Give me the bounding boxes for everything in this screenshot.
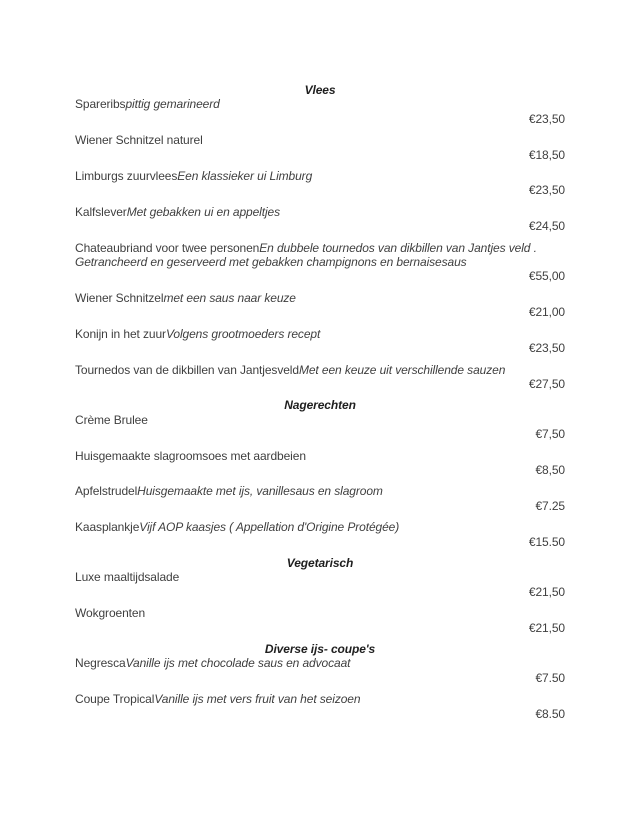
item-name: Apfelstrudel bbox=[75, 484, 138, 499]
item-description: met een saus naar keuze bbox=[163, 290, 296, 305]
item-price: €7,50 bbox=[535, 427, 565, 442]
item-name: Wiener Schnitzel naturel bbox=[75, 133, 203, 148]
menu-item bbox=[75, 520, 565, 549]
menu-item bbox=[75, 205, 565, 234]
item-name: Kalfslever bbox=[75, 204, 127, 219]
item-price: €21,50 bbox=[528, 620, 565, 635]
item-line bbox=[75, 241, 565, 270]
item-name: Huisgemaakte slagroomsoes met aardbeien bbox=[75, 448, 306, 463]
item-line bbox=[75, 413, 565, 427]
section-title: Vegetarisch bbox=[286, 555, 354, 570]
section-title: Vlees bbox=[304, 83, 336, 97]
menu-item bbox=[75, 484, 565, 513]
item-description: Een klassieker ui Limburg bbox=[177, 169, 313, 184]
item-price: €23,50 bbox=[528, 183, 565, 198]
menu-item bbox=[75, 327, 565, 356]
item-price: €21,50 bbox=[528, 584, 565, 599]
item-description: Vanille ijs met vers fruit van het seizoen bbox=[154, 692, 361, 707]
item-description: Vanille ijs met chocolade saus en advocaat bbox=[125, 656, 351, 671]
menu-item bbox=[75, 291, 565, 320]
item-description: Huisgemaakte met ijs, vanillesaus en slagroom bbox=[137, 484, 383, 499]
item-price: €24,50 bbox=[528, 219, 565, 234]
item-line bbox=[75, 169, 565, 183]
menu-section-nagerechten bbox=[75, 398, 565, 549]
menu-section-vegetarisch bbox=[75, 556, 565, 635]
item-price: €18,50 bbox=[528, 147, 565, 162]
menu-item bbox=[75, 449, 565, 478]
item-line bbox=[75, 606, 565, 620]
item-name: Kaasplankje bbox=[75, 520, 140, 535]
item-line bbox=[75, 692, 565, 706]
item-description: Met gebakken ui en appeltjes bbox=[126, 204, 281, 219]
menu-item bbox=[75, 606, 565, 635]
item-name: Wokgroenten bbox=[75, 606, 146, 621]
item-line bbox=[75, 97, 565, 111]
menu-section-vlees bbox=[75, 83, 565, 391]
item-name: Limburgs zuurvlees bbox=[75, 169, 178, 184]
item-name: Chateaubriand voor twee personen bbox=[75, 240, 260, 255]
menu-item bbox=[75, 241, 565, 284]
item-name: Negresca bbox=[75, 656, 126, 671]
item-price: €23,50 bbox=[528, 341, 565, 356]
item-line bbox=[75, 570, 565, 584]
item-name: Luxe maaltijdsalade bbox=[75, 570, 180, 585]
item-description: Volgens grootmoeders recept bbox=[165, 326, 321, 341]
menu-section-ijs-coupes bbox=[75, 642, 565, 721]
menu-item bbox=[75, 570, 565, 599]
item-line bbox=[75, 291, 565, 305]
item-description: pittig gemarineerd bbox=[125, 97, 220, 112]
menu-item bbox=[75, 656, 565, 685]
item-name: Konijn in het zuur bbox=[75, 326, 166, 341]
item-price: €55,00 bbox=[528, 269, 565, 284]
item-line bbox=[75, 363, 565, 377]
item-description: En dubbele tournedos van dikbillen van Jantjes veld . Getrancheerd en geserveerd met gebakken champignons en bernaisesaus bbox=[75, 240, 537, 270]
item-name: Crème Brulee bbox=[75, 412, 148, 427]
item-description: Met een keuze uit verschillende sauzen bbox=[298, 362, 506, 377]
item-price: €27,50 bbox=[528, 376, 565, 391]
item-price: €7.25 bbox=[535, 498, 565, 513]
item-price: €15.50 bbox=[528, 534, 565, 549]
section-title: Nagerechten bbox=[284, 398, 356, 413]
item-name: Spareribs bbox=[75, 97, 126, 112]
item-line bbox=[75, 449, 565, 463]
menu-item bbox=[75, 169, 565, 198]
item-name: Wiener Schnitzel bbox=[75, 290, 164, 305]
item-name: Coupe Tropical bbox=[75, 692, 155, 707]
item-price: €21,00 bbox=[528, 305, 565, 320]
item-price: €8,50 bbox=[535, 462, 565, 477]
menu-item bbox=[75, 363, 565, 392]
item-line bbox=[75, 133, 565, 147]
item-name: Tournedos van de dikbillen van Jantjesveld bbox=[75, 362, 299, 377]
item-price: €8.50 bbox=[535, 706, 565, 721]
item-price: €7.50 bbox=[535, 670, 565, 685]
menu-item bbox=[75, 413, 565, 442]
item-description: Vijf AOP kaasjes ( Appellation d'Origine Protégée) bbox=[139, 520, 400, 535]
menu-item bbox=[75, 692, 565, 721]
item-line bbox=[75, 484, 565, 498]
menu-item bbox=[75, 133, 565, 162]
menu-item bbox=[75, 97, 565, 126]
item-price: €23,50 bbox=[528, 111, 565, 126]
item-line bbox=[75, 327, 565, 341]
section-title: Diverse ijs- coupe's bbox=[264, 642, 376, 656]
item-line bbox=[75, 205, 565, 219]
item-line bbox=[75, 520, 565, 534]
item-line bbox=[75, 656, 565, 670]
